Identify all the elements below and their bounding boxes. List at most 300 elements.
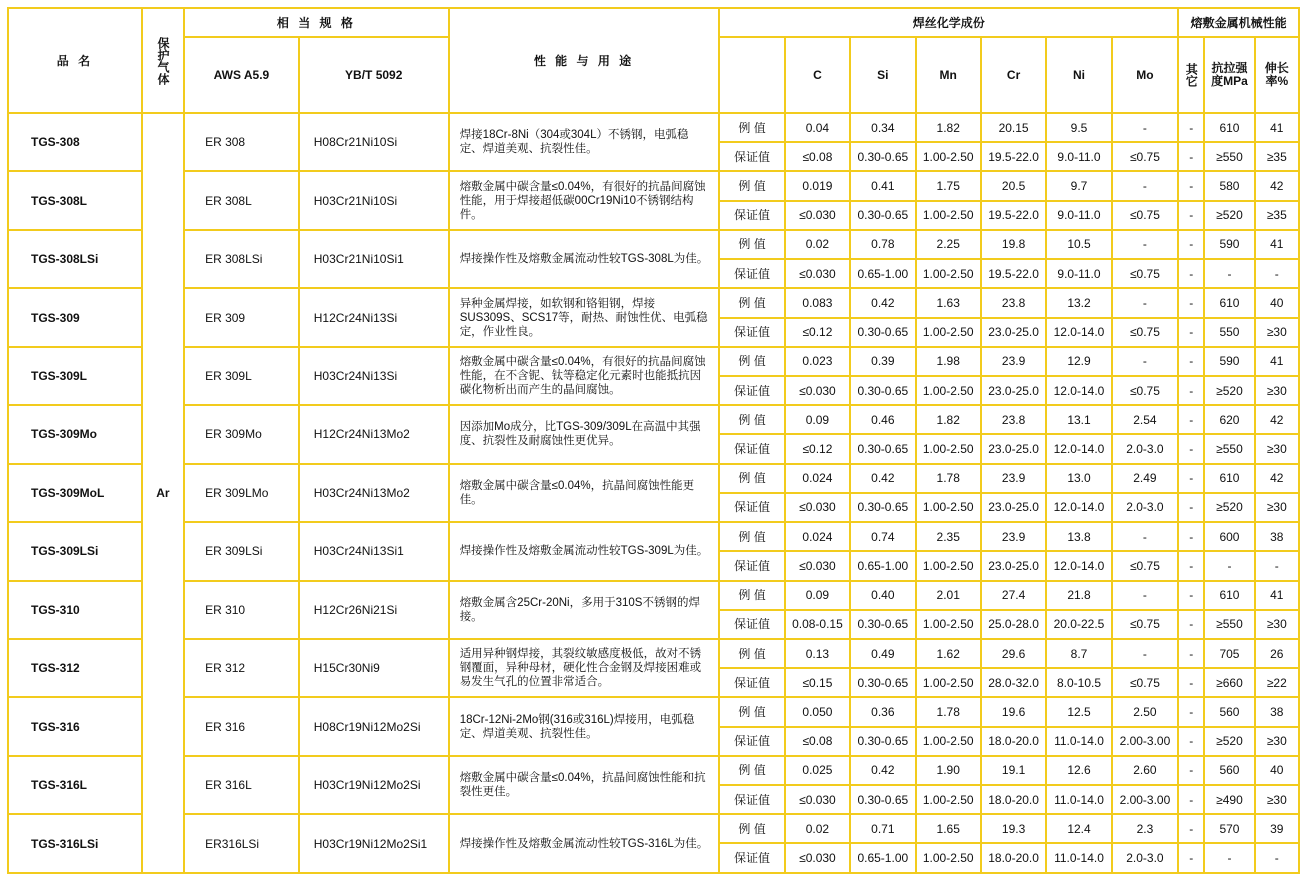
guaranteed-elongation-value: ≥22 <box>1255 668 1299 697</box>
header-cr: Cr <box>981 37 1046 113</box>
typical-cr-value: 23.8 <box>981 288 1046 317</box>
guaranteed-mo-value: 2.00-3.00 <box>1112 727 1178 756</box>
typical-cr-value: 19.8 <box>981 230 1046 259</box>
header-c: C <box>785 37 850 113</box>
typical-ni-value: 9.7 <box>1046 171 1111 200</box>
typical-mo-value: - <box>1112 522 1178 551</box>
table-row-typical <box>8 347 1299 376</box>
guaranteed-mo-value: ≤0.75 <box>1112 201 1178 230</box>
typical-elongation-value: 39 <box>1255 814 1299 843</box>
typical-ni-value: 13.2 <box>1046 288 1111 317</box>
guaranteed-elongation-value: ≥30 <box>1255 318 1299 347</box>
typical-value-label: 例 值 <box>719 756 784 785</box>
typical-tensile-value: 610 <box>1204 464 1254 493</box>
guaranteed-other-value: - <box>1178 201 1204 230</box>
table-row-typical <box>8 288 1299 317</box>
table-row-typical <box>8 639 1299 668</box>
typical-elongation-value: 40 <box>1255 756 1299 785</box>
guaranteed-ni-value: 12.0-14.0 <box>1046 318 1111 347</box>
typical-other-value: - <box>1178 230 1204 259</box>
typical-cr-value: 27.4 <box>981 581 1046 610</box>
typical-other-value: - <box>1178 697 1204 726</box>
guaranteed-value-label: 保证值 <box>719 376 784 405</box>
typical-si-value: 0.40 <box>850 581 915 610</box>
guaranteed-mn-value: 1.00-2.50 <box>916 376 981 405</box>
typical-si-value: 0.42 <box>850 464 915 493</box>
header-si: Si <box>850 37 915 113</box>
use-description: 熔敷金属中碳含量≤0.04%，有很好的抗晶间腐蚀性能，用于焊接超低碳00Cr19Ni10不锈钢结构件。 <box>449 171 720 229</box>
typical-mo-value: 2.54 <box>1112 405 1178 434</box>
typical-mo-value: - <box>1112 347 1178 376</box>
guaranteed-cr-value: 23.0-25.0 <box>981 551 1046 580</box>
typical-mo-value: - <box>1112 230 1178 259</box>
guaranteed-other-value: - <box>1178 785 1204 814</box>
typical-cr-value: 23.9 <box>981 464 1046 493</box>
typical-si-value: 0.34 <box>850 113 915 142</box>
typical-tensile-value: 580 <box>1204 171 1254 200</box>
typical-cr-value: 29.6 <box>981 639 1046 668</box>
typical-tensile-value: 610 <box>1204 581 1254 610</box>
typical-tensile-value: 590 <box>1204 347 1254 376</box>
guaranteed-other-value: - <box>1178 434 1204 463</box>
guaranteed-ni-value: 11.0-14.0 <box>1046 785 1111 814</box>
product-name: TGS-309Mo <box>8 405 142 463</box>
header-elongation: 伸长率% <box>1255 37 1299 113</box>
aws-spec: ER 312 <box>184 639 299 697</box>
product-name: TGS-312 <box>8 639 142 697</box>
guaranteed-value-label: 保证值 <box>719 843 784 873</box>
guaranteed-ni-value: 12.0-14.0 <box>1046 376 1111 405</box>
guaranteed-cr-value: 19.5-22.0 <box>981 142 1046 171</box>
use-description: 熔敷金属中碳含量≤0.04%，抗晶间腐蚀性能更佳。 <box>449 464 720 522</box>
typical-other-value: - <box>1178 814 1204 843</box>
typical-ni-value: 13.8 <box>1046 522 1111 551</box>
typical-mo-value: 2.50 <box>1112 697 1178 726</box>
guaranteed-elongation-value: ≥30 <box>1255 493 1299 522</box>
typical-ni-value: 12.6 <box>1046 756 1111 785</box>
guaranteed-c-value: ≤0.030 <box>785 843 850 873</box>
guaranteed-si-value: 0.30-0.65 <box>850 142 915 171</box>
typical-si-value: 0.36 <box>850 697 915 726</box>
guaranteed-mn-value: 1.00-2.50 <box>916 551 981 580</box>
guaranteed-tensile-value: ≥520 <box>1204 493 1254 522</box>
table-body <box>8 113 1299 873</box>
table-row-typical <box>8 522 1299 551</box>
typical-c-value: 0.023 <box>785 347 850 376</box>
guaranteed-c-value: ≤0.030 <box>785 376 850 405</box>
typical-mn-value: 1.65 <box>916 814 981 843</box>
yb-spec: H15Cr30Ni9 <box>299 639 449 697</box>
typical-mn-value: 1.63 <box>916 288 981 317</box>
typical-si-value: 0.78 <box>850 230 915 259</box>
guaranteed-elongation-value: ≥30 <box>1255 727 1299 756</box>
guaranteed-mo-value: 2.0-3.0 <box>1112 434 1178 463</box>
typical-c-value: 0.019 <box>785 171 850 200</box>
guaranteed-cr-value: 19.5-22.0 <box>981 259 1046 288</box>
typical-mn-value: 2.01 <box>916 581 981 610</box>
typical-value-label: 例 值 <box>719 639 784 668</box>
guaranteed-si-value: 0.30-0.65 <box>850 318 915 347</box>
guaranteed-ni-value: 12.0-14.0 <box>1046 493 1111 522</box>
guaranteed-mn-value: 1.00-2.50 <box>916 843 981 873</box>
guaranteed-mn-value: 1.00-2.50 <box>916 493 981 522</box>
typical-mn-value: 1.62 <box>916 639 981 668</box>
typical-elongation-value: 40 <box>1255 288 1299 317</box>
typical-c-value: 0.13 <box>785 639 850 668</box>
guaranteed-si-value: 0.30-0.65 <box>850 434 915 463</box>
typical-other-value: - <box>1178 288 1204 317</box>
guaranteed-mn-value: 1.00-2.50 <box>916 434 981 463</box>
guaranteed-c-value: ≤0.12 <box>785 318 850 347</box>
guaranteed-tensile-value: ≥550 <box>1204 434 1254 463</box>
typical-si-value: 0.42 <box>850 756 915 785</box>
typical-mo-value: - <box>1112 639 1178 668</box>
typical-cr-value: 19.6 <box>981 697 1046 726</box>
typical-tensile-value: 590 <box>1204 230 1254 259</box>
guaranteed-cr-value: 18.0-20.0 <box>981 727 1046 756</box>
header-use: 性 能 与 用 途 <box>449 8 720 113</box>
typical-cr-value: 20.15 <box>981 113 1046 142</box>
typical-value-label: 例 值 <box>719 697 784 726</box>
guaranteed-other-value: - <box>1178 376 1204 405</box>
typical-tensile-value: 600 <box>1204 522 1254 551</box>
shielding-gas: Ar <box>142 113 184 873</box>
use-description: 焊接操作性及熔敷金属流动性较TGS-308L为佳。 <box>449 230 720 288</box>
guaranteed-other-value: - <box>1178 668 1204 697</box>
typical-ni-value: 9.5 <box>1046 113 1111 142</box>
typical-value-label: 例 值 <box>719 405 784 434</box>
aws-spec: ER 309Mo <box>184 405 299 463</box>
typical-elongation-value: 26 <box>1255 639 1299 668</box>
typical-mn-value: 2.25 <box>916 230 981 259</box>
table-row-typical <box>8 697 1299 726</box>
table-row-typical <box>8 230 1299 259</box>
typical-value-label: 例 值 <box>719 171 784 200</box>
guaranteed-ni-value: 8.0-10.5 <box>1046 668 1111 697</box>
typical-value-label: 例 值 <box>719 113 784 142</box>
header-mech: 熔敷金属机械性能 <box>1178 8 1299 37</box>
guaranteed-c-value: ≤0.030 <box>785 785 850 814</box>
typical-mn-value: 1.78 <box>916 697 981 726</box>
guaranteed-c-value: ≤0.030 <box>785 493 850 522</box>
aws-spec: ER 309LSi <box>184 522 299 580</box>
typical-cr-value: 19.1 <box>981 756 1046 785</box>
use-description: 18Cr-12Ni-2Mo钢(316或316L)焊接用，电弧稳定、焊道美观、抗裂性佳。 <box>449 697 720 755</box>
typical-other-value: - <box>1178 113 1204 142</box>
typical-mn-value: 1.82 <box>916 405 981 434</box>
typical-tensile-value: 570 <box>1204 814 1254 843</box>
guaranteed-cr-value: 23.0-25.0 <box>981 493 1046 522</box>
typical-c-value: 0.02 <box>785 230 850 259</box>
use-description: 熔敷金属含25Cr-20Ni，多用于310S不锈钢的焊接。 <box>449 581 720 639</box>
header-chem: 焊丝化学成份 <box>719 8 1178 37</box>
table-row-typical <box>8 171 1299 200</box>
guaranteed-tensile-value: ≥520 <box>1204 376 1254 405</box>
guaranteed-elongation-value: ≥30 <box>1255 376 1299 405</box>
guaranteed-value-label: 保证值 <box>719 201 784 230</box>
header-name: 品 名 <box>8 8 142 113</box>
typical-other-value: - <box>1178 639 1204 668</box>
use-description: 熔敷金属中碳含量≤0.04%，抗晶间腐蚀性能和抗裂性更佳。 <box>449 756 720 814</box>
guaranteed-mn-value: 1.00-2.50 <box>916 785 981 814</box>
table-row-typical <box>8 464 1299 493</box>
guaranteed-mo-value: 2.0-3.0 <box>1112 843 1178 873</box>
guaranteed-c-value: ≤0.030 <box>785 259 850 288</box>
guaranteed-other-value: - <box>1178 142 1204 171</box>
guaranteed-value-label: 保证值 <box>719 668 784 697</box>
guaranteed-mn-value: 1.00-2.50 <box>916 142 981 171</box>
guaranteed-elongation-value: ≥30 <box>1255 434 1299 463</box>
table-row-typical <box>8 113 1299 142</box>
typical-mn-value: 1.98 <box>916 347 981 376</box>
typical-c-value: 0.04 <box>785 113 850 142</box>
typical-cr-value: 19.3 <box>981 814 1046 843</box>
typical-tensile-value: 610 <box>1204 113 1254 142</box>
guaranteed-si-value: 0.30-0.65 <box>850 610 915 639</box>
guaranteed-elongation-value: - <box>1255 843 1299 873</box>
typical-cr-value: 23.9 <box>981 347 1046 376</box>
product-name: TGS-308 <box>8 113 142 171</box>
aws-spec: ER 309L <box>184 347 299 405</box>
aws-spec: ER316LSi <box>184 814 299 873</box>
typical-mo-value: 2.3 <box>1112 814 1178 843</box>
guaranteed-other-value: - <box>1178 318 1204 347</box>
typical-elongation-value: 38 <box>1255 522 1299 551</box>
guaranteed-tensile-value: ≥520 <box>1204 727 1254 756</box>
yb-spec: H03Cr21Ni10Si <box>299 171 449 229</box>
typical-ni-value: 8.7 <box>1046 639 1111 668</box>
guaranteed-tensile-value: ≥520 <box>1204 201 1254 230</box>
product-name: TGS-309 <box>8 288 142 346</box>
guaranteed-mn-value: 1.00-2.50 <box>916 201 981 230</box>
guaranteed-value-label: 保证值 <box>719 785 784 814</box>
guaranteed-value-label: 保证值 <box>719 610 784 639</box>
header-mn: Mn <box>916 37 981 113</box>
guaranteed-elongation-value: ≥35 <box>1255 142 1299 171</box>
typical-value-label: 例 值 <box>719 581 784 610</box>
typical-other-value: - <box>1178 464 1204 493</box>
typical-mo-value: - <box>1112 581 1178 610</box>
guaranteed-c-value: ≤0.15 <box>785 668 850 697</box>
yb-spec: H08Cr19Ni12Mo2Si <box>299 697 449 755</box>
header-yb: YB/T 5092 <box>299 37 449 113</box>
yb-spec: H03Cr24Ni13Si1 <box>299 522 449 580</box>
typical-c-value: 0.024 <box>785 522 850 551</box>
guaranteed-value-label: 保证值 <box>719 434 784 463</box>
typical-elongation-value: 42 <box>1255 405 1299 434</box>
product-name: TGS-316L <box>8 756 142 814</box>
guaranteed-mn-value: 1.00-2.50 <box>916 727 981 756</box>
guaranteed-si-value: 0.30-0.65 <box>850 201 915 230</box>
typical-mn-value: 1.82 <box>916 113 981 142</box>
guaranteed-mo-value: 2.00-3.00 <box>1112 785 1178 814</box>
typical-elongation-value: 41 <box>1255 347 1299 376</box>
guaranteed-cr-value: 18.0-20.0 <box>981 785 1046 814</box>
yb-spec: H03Cr19Ni12Mo2Si <box>299 756 449 814</box>
typical-value-label: 例 值 <box>719 347 784 376</box>
typical-value-label: 例 值 <box>719 522 784 551</box>
guaranteed-ni-value: 11.0-14.0 <box>1046 727 1111 756</box>
yb-spec: H03Cr19Ni12Mo2Si1 <box>299 814 449 873</box>
typical-mn-value: 1.75 <box>916 171 981 200</box>
guaranteed-mo-value: ≤0.75 <box>1112 259 1178 288</box>
guaranteed-mn-value: 1.00-2.50 <box>916 318 981 347</box>
typical-mo-value: 2.49 <box>1112 464 1178 493</box>
typical-value-label: 例 值 <box>719 288 784 317</box>
typical-si-value: 0.71 <box>850 814 915 843</box>
yb-spec: H03Cr24Ni13Si <box>299 347 449 405</box>
guaranteed-value-label: 保证值 <box>719 142 784 171</box>
product-name: TGS-309L <box>8 347 142 405</box>
use-description: 熔敷金属中碳含量≤0.04%，有很好的抗晶间腐蚀性能，在不含铌、钛等稳定化元素时也能抵抗因碳化物析出而产生的晶间腐蚀。 <box>449 347 720 405</box>
welding-wire-spec-table <box>7 7 1300 874</box>
guaranteed-c-value: ≤0.12 <box>785 434 850 463</box>
typical-si-value: 0.42 <box>850 288 915 317</box>
typical-c-value: 0.09 <box>785 405 850 434</box>
use-description: 焊接操作性及熔敷金属流动性较TGS-316L为佳。 <box>449 814 720 873</box>
typical-si-value: 0.39 <box>850 347 915 376</box>
typical-c-value: 0.083 <box>785 288 850 317</box>
guaranteed-mo-value: ≤0.75 <box>1112 318 1178 347</box>
typical-other-value: - <box>1178 347 1204 376</box>
guaranteed-si-value: 0.65-1.00 <box>850 551 915 580</box>
typical-ni-value: 13.0 <box>1046 464 1111 493</box>
header-other: 其它 <box>1178 37 1204 113</box>
guaranteed-tensile-value: - <box>1204 551 1254 580</box>
typical-elongation-value: 41 <box>1255 113 1299 142</box>
aws-spec: ER 309 <box>184 288 299 346</box>
aws-spec: ER 308LSi <box>184 230 299 288</box>
guaranteed-elongation-value: ≥35 <box>1255 201 1299 230</box>
header-gas: 保护气体 <box>142 8 184 113</box>
guaranteed-si-value: 0.30-0.65 <box>850 727 915 756</box>
header-blank <box>719 37 784 113</box>
guaranteed-tensile-value: ≥660 <box>1204 668 1254 697</box>
typical-mo-value: - <box>1112 113 1178 142</box>
guaranteed-c-value: ≤0.08 <box>785 727 850 756</box>
typical-mo-value: - <box>1112 171 1178 200</box>
typical-elongation-value: 41 <box>1255 230 1299 259</box>
typical-c-value: 0.02 <box>785 814 850 843</box>
header-ni: Ni <box>1046 37 1111 113</box>
typical-tensile-value: 560 <box>1204 697 1254 726</box>
guaranteed-value-label: 保证值 <box>719 259 784 288</box>
typical-tensile-value: 560 <box>1204 756 1254 785</box>
typical-other-value: - <box>1178 756 1204 785</box>
guaranteed-other-value: - <box>1178 610 1204 639</box>
guaranteed-mn-value: 1.00-2.50 <box>916 610 981 639</box>
guaranteed-cr-value: 25.0-28.0 <box>981 610 1046 639</box>
aws-spec: ER 309LMo <box>184 464 299 522</box>
typical-ni-value: 12.4 <box>1046 814 1111 843</box>
typical-ni-value: 12.9 <box>1046 347 1111 376</box>
use-description: 焊接18Cr-8Ni（304或304L）不锈钢，电弧稳定、焊道美观、抗裂性佳。 <box>449 113 720 171</box>
guaranteed-ni-value: 11.0-14.0 <box>1046 843 1111 873</box>
typical-mn-value: 1.90 <box>916 756 981 785</box>
yb-spec: H12Cr26Ni21Si <box>299 581 449 639</box>
typical-ni-value: 13.1 <box>1046 405 1111 434</box>
guaranteed-ni-value: 12.0-14.0 <box>1046 434 1111 463</box>
guaranteed-ni-value: 9.0-11.0 <box>1046 142 1111 171</box>
guaranteed-si-value: 0.30-0.65 <box>850 493 915 522</box>
header-aws: AWS A5.9 <box>184 37 299 113</box>
typical-tensile-value: 705 <box>1204 639 1254 668</box>
typical-other-value: - <box>1178 171 1204 200</box>
guaranteed-mn-value: 1.00-2.50 <box>916 668 981 697</box>
guaranteed-ni-value: 20.0-22.5 <box>1046 610 1111 639</box>
guaranteed-c-value: ≤0.030 <box>785 551 850 580</box>
guaranteed-mo-value: ≤0.75 <box>1112 142 1178 171</box>
typical-elongation-value: 38 <box>1255 697 1299 726</box>
guaranteed-elongation-value: - <box>1255 259 1299 288</box>
guaranteed-cr-value: 28.0-32.0 <box>981 668 1046 697</box>
guaranteed-tensile-value: ≥550 <box>1204 142 1254 171</box>
typical-ni-value: 21.8 <box>1046 581 1111 610</box>
typical-tensile-value: 610 <box>1204 288 1254 317</box>
aws-spec: ER 308L <box>184 171 299 229</box>
typical-mo-value: - <box>1112 288 1178 317</box>
guaranteed-si-value: 0.65-1.00 <box>850 843 915 873</box>
guaranteed-si-value: 0.65-1.00 <box>850 259 915 288</box>
typical-other-value: - <box>1178 522 1204 551</box>
guaranteed-mo-value: ≤0.75 <box>1112 376 1178 405</box>
typical-value-label: 例 值 <box>719 464 784 493</box>
guaranteed-ni-value: 9.0-11.0 <box>1046 259 1111 288</box>
guaranteed-value-label: 保证值 <box>719 551 784 580</box>
guaranteed-mo-value: ≤0.75 <box>1112 610 1178 639</box>
typical-elongation-value: 42 <box>1255 171 1299 200</box>
yb-spec: H08Cr21Ni10Si <box>299 113 449 171</box>
typical-cr-value: 23.8 <box>981 405 1046 434</box>
guaranteed-tensile-value: - <box>1204 843 1254 873</box>
typical-other-value: - <box>1178 405 1204 434</box>
guaranteed-cr-value: 23.0-25.0 <box>981 318 1046 347</box>
guaranteed-c-value: ≤0.08 <box>785 142 850 171</box>
use-description: 因添加Mo成分，比TGS-309/309L在高温中其强度、抗裂性及耐腐蚀性更优异。 <box>449 405 720 463</box>
product-name: TGS-308L <box>8 171 142 229</box>
typical-si-value: 0.74 <box>850 522 915 551</box>
table-row-typical <box>8 814 1299 843</box>
guaranteed-other-value: - <box>1178 493 1204 522</box>
table-row-typical <box>8 405 1299 434</box>
guaranteed-si-value: 0.30-0.65 <box>850 376 915 405</box>
guaranteed-tensile-value: ≥490 <box>1204 785 1254 814</box>
typical-cr-value: 20.5 <box>981 171 1046 200</box>
typical-ni-value: 12.5 <box>1046 697 1111 726</box>
product-name: TGS-308LSi <box>8 230 142 288</box>
typical-value-label: 例 值 <box>719 814 784 843</box>
guaranteed-cr-value: 23.0-25.0 <box>981 434 1046 463</box>
guaranteed-mo-value: 2.0-3.0 <box>1112 493 1178 522</box>
product-name: TGS-309MoL <box>8 464 142 522</box>
guaranteed-c-value: 0.08-0.15 <box>785 610 850 639</box>
use-description: 适用异种钢焊接，其裂纹敏感度极低，故对不锈钢覆面，异种母材，硬化性合金钢及焊接困难或易发生气孔的位置非常适合。 <box>449 639 720 697</box>
guaranteed-elongation-value: ≥30 <box>1255 610 1299 639</box>
typical-tensile-value: 620 <box>1204 405 1254 434</box>
guaranteed-other-value: - <box>1178 259 1204 288</box>
guaranteed-si-value: 0.30-0.65 <box>850 785 915 814</box>
guaranteed-mn-value: 1.00-2.50 <box>916 259 981 288</box>
yb-spec: H03Cr24Ni13Mo2 <box>299 464 449 522</box>
yb-spec: H12Cr24Ni13Mo2 <box>299 405 449 463</box>
typical-c-value: 0.025 <box>785 756 850 785</box>
aws-spec: ER 310 <box>184 581 299 639</box>
table-row-typical <box>8 756 1299 785</box>
use-description: 异种金属焊接，如软钢和铬钼钢，焊接SUS309S、SCS17等，耐热、耐蚀性优、电弧稳定，作业性良。 <box>449 288 720 346</box>
typical-mn-value: 1.78 <box>916 464 981 493</box>
guaranteed-tensile-value: ≥550 <box>1204 610 1254 639</box>
guaranteed-cr-value: 23.0-25.0 <box>981 376 1046 405</box>
